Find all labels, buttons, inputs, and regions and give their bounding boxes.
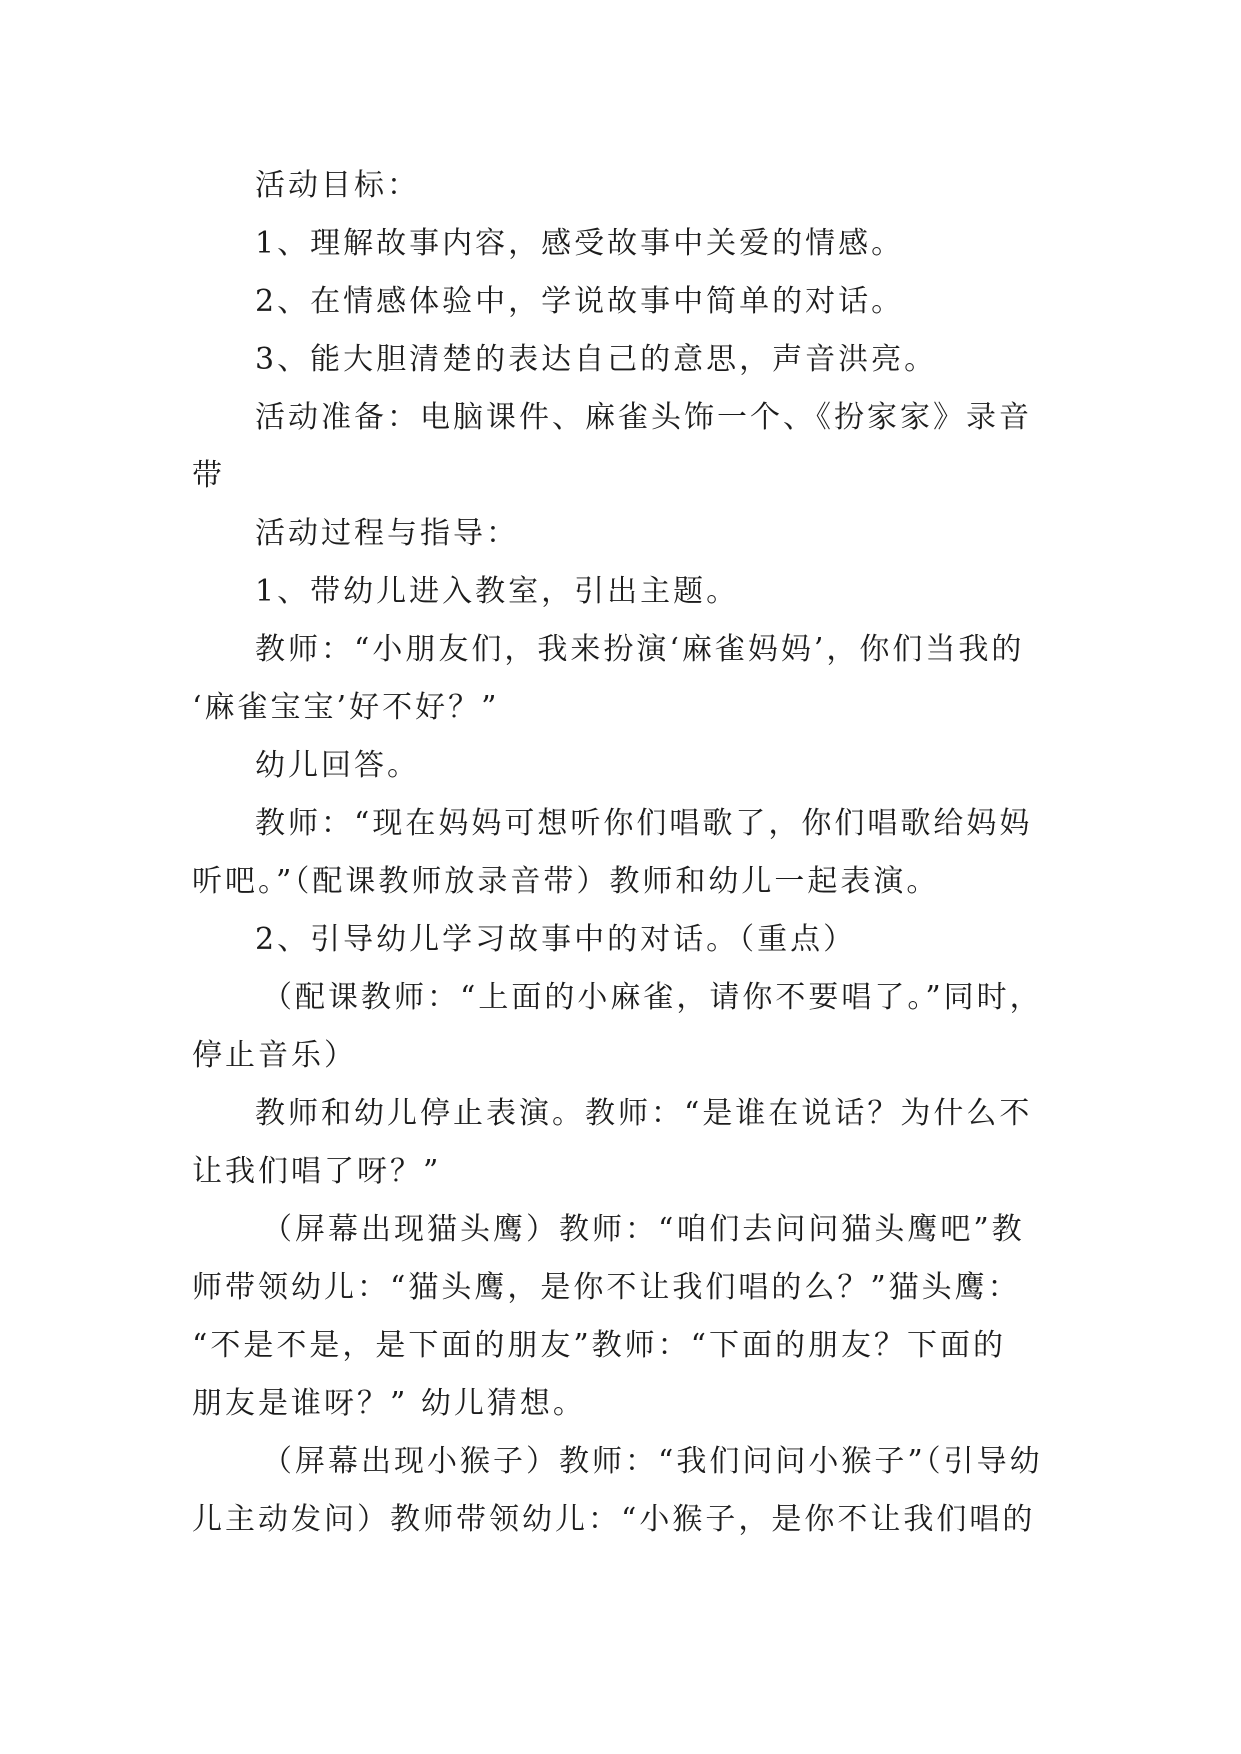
paragraph-line: 停止音乐） (192, 1038, 357, 1073)
paragraph-line: 师带领幼儿：“猫头鹰，是你不让我们唱的么？”猫头鹰： (192, 1270, 1021, 1305)
heading-activity-process: 活动过程与指导： (255, 516, 519, 551)
paragraph-line: 幼儿回答。 (255, 748, 420, 783)
goal-item-2: 2、在情感体验中，学说故事中简单的对话。 (255, 284, 905, 319)
paragraph-line: 让我们唱了呀？” (192, 1154, 442, 1189)
paragraph-line: 教师：“现在妈妈可想听你们唱歌了，你们唱歌给妈妈 (255, 806, 1033, 841)
paragraph-line: 教师：“小朋友们，我来扮演‘麻雀妈妈’，你们当我的 (255, 632, 1025, 667)
paragraph-line: 教师和幼儿停止表演。教师：“是谁在说话？为什么不 (255, 1096, 1033, 1131)
process-step-1: 1、带幼儿进入教室，引出主题。 (255, 574, 740, 609)
goal-item-3: 3、能大胆清楚的表达自己的意思，声音洪亮。 (255, 342, 938, 377)
paragraph-line: （配课教师：“上面的小麻雀，请你不要唱了。”同时， (262, 980, 1043, 1015)
paragraph-line: （屏幕出现猫头鹰）教师：“咱们去问问猫头鹰吧”教 (262, 1212, 1025, 1247)
paragraph-line: （屏幕出现小猴子）教师：“我们问问小猴子”（引导幼 (262, 1444, 1043, 1479)
paragraph-line: “不是不是，是下面的朋友”教师：“下面的朋友？下面的 (192, 1328, 1007, 1363)
activity-preparation-line-2: 带 (192, 458, 225, 493)
goal-item-1: 1、理解故事内容，感受故事中关爱的情感。 (255, 226, 905, 261)
activity-preparation-line-1: 活动准备：电脑课件、麻雀头饰一个、《扮家家》录音 (255, 400, 1032, 435)
paragraph-line: ‘麻雀宝宝’好不好？” (192, 690, 500, 725)
process-step-2: 2、引导幼儿学习故事中的对话。（重点） (255, 922, 857, 957)
paragraph-line: 儿主动发问）教师带领幼儿：“小猴子，是你不让我们唱的 (192, 1502, 1036, 1537)
heading-activity-goals: 活动目标： (255, 168, 420, 203)
paragraph-line: 朋友是谁呀？” 幼儿猜想。 (192, 1386, 586, 1421)
paragraph-line: 听吧。”（配课教师放录音带）教师和幼儿一起表演。 (192, 864, 940, 899)
